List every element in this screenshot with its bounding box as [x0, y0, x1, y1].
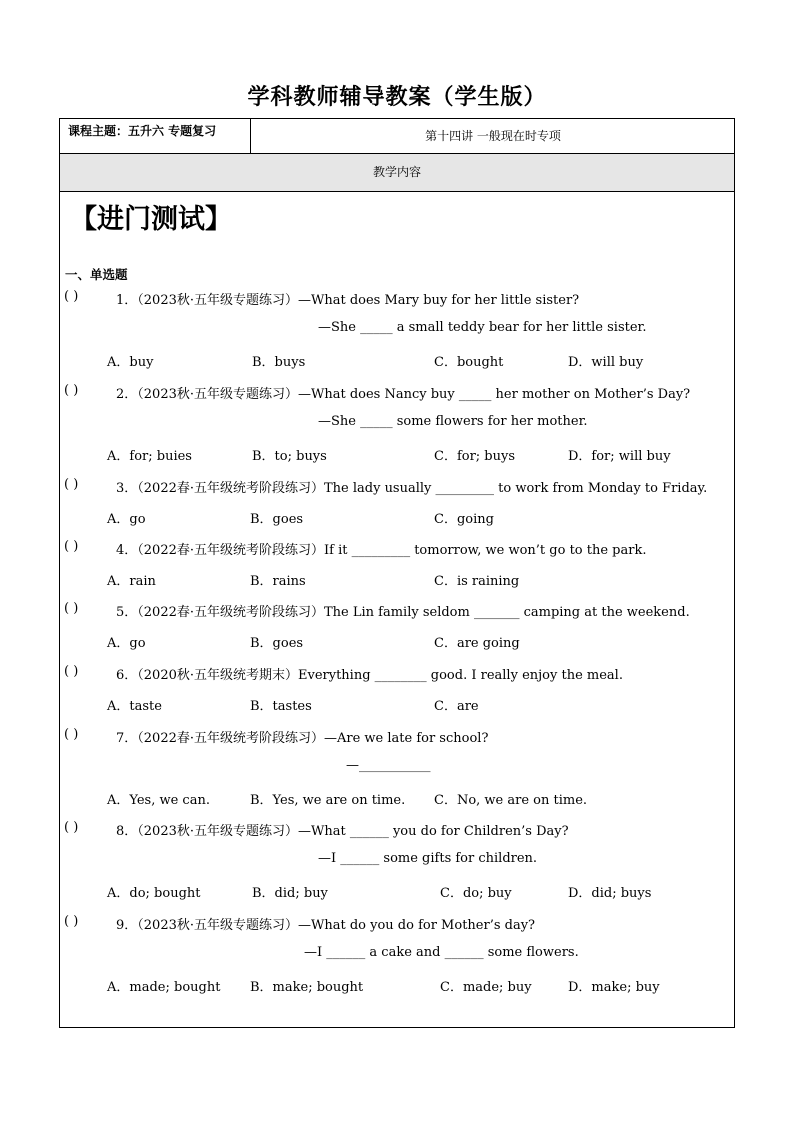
question-response-line	[60, 851, 734, 871]
response-text: —She _____ a small teddy bear for her little sister.	[318, 320, 647, 335]
options-row	[60, 351, 734, 371]
option-c[interactable]: C．are going	[434, 636, 520, 651]
options-row	[60, 789, 734, 809]
question-stem	[60, 477, 734, 497]
option-a[interactable]: A．taste	[107, 699, 162, 714]
course-topic: 课程主题：五升六 专题复习	[60, 119, 251, 153]
question-text: 6．（2020秋·五年级统考期末）Everything ________ good. I really enjoy the meal.	[116, 668, 623, 683]
question-text: 3．（2022春·五年级统考阶段练习）The lady usually _________ to work from Monday to Friday.	[116, 481, 708, 496]
answer-blank[interactable]: ( )	[64, 727, 79, 742]
page-title: 学科教师辅导教案（学生版）	[247, 85, 547, 110]
options-row	[60, 695, 734, 715]
answer-blank[interactable]: ( )	[64, 539, 79, 554]
question-stem	[60, 914, 734, 934]
option-b[interactable]: B．goes	[250, 636, 304, 651]
question-response-line	[60, 414, 734, 434]
option-c[interactable]: C．No, we are on time.	[434, 793, 588, 808]
option-b[interactable]: B．did; buy	[252, 886, 328, 901]
option-c[interactable]: C．made; buy	[440, 980, 532, 995]
options-row	[60, 632, 734, 652]
option-b[interactable]: B．tastes	[250, 699, 312, 714]
option-a[interactable]: A．for; buies	[107, 449, 192, 464]
answer-blank[interactable]: ( )	[64, 383, 79, 398]
option-d[interactable]: D．for; will buy	[568, 449, 671, 464]
response-text: —She _____ some flowers for her mother.	[318, 414, 588, 429]
question-stem	[60, 383, 734, 403]
option-b[interactable]: B．Yes, we are on time.	[250, 793, 406, 808]
options-row	[60, 570, 734, 590]
option-c[interactable]: C．do; buy	[440, 886, 512, 901]
options-row	[60, 508, 734, 528]
option-c[interactable]: C．for; buys	[434, 449, 516, 464]
response-text: —I ______ some gifts for children.	[318, 851, 538, 866]
question-stem	[60, 664, 734, 684]
question-text: 4．（2022春·五年级统考阶段练习）If it _________ tomorrow, we won’t go to the park.	[116, 543, 647, 558]
answer-blank[interactable]: ( )	[64, 601, 79, 616]
options-row	[60, 882, 734, 902]
option-a[interactable]: A．go	[107, 636, 146, 651]
course-row	[60, 119, 734, 154]
option-b[interactable]: B．to; buys	[252, 449, 327, 464]
question-response-line	[60, 320, 734, 340]
answer-blank[interactable]: ( )	[64, 820, 79, 835]
question-text: 8．（2023秋·五年级专题练习）—What ______ you do for Children’s Day?	[116, 824, 569, 839]
option-c[interactable]: C．is raining	[434, 574, 520, 589]
question-stem	[60, 820, 734, 840]
option-b[interactable]: B．make; bought	[250, 980, 364, 995]
lesson-table	[59, 118, 735, 1028]
option-a[interactable]: A．go	[107, 512, 146, 527]
question-text: 5．（2022春·五年级统考阶段练习）The Lin family seldom _______ camping at the weekend.	[116, 605, 690, 620]
option-b[interactable]: B．buys	[252, 355, 306, 370]
lesson-title: 第十四讲 一般现在时专项	[425, 129, 561, 143]
option-b[interactable]: B．goes	[250, 512, 304, 527]
section-heading: 【进门测试】	[70, 204, 232, 235]
options-row	[60, 976, 734, 996]
question-response-line	[60, 758, 734, 778]
option-a[interactable]: A．Yes, we can.	[107, 793, 210, 808]
question-text: 9．（2023秋·五年级专题练习）—What do you do for Mother’s day?	[116, 918, 536, 933]
option-c[interactable]: C．bought	[434, 355, 504, 370]
section-subheading: 一、单选题	[65, 267, 128, 282]
question-stem	[60, 539, 734, 559]
answer-blank[interactable]: ( )	[64, 664, 79, 679]
question-stem	[60, 727, 734, 747]
option-a[interactable]: A．made; bought	[107, 980, 221, 995]
option-c[interactable]: C．are	[434, 699, 479, 714]
option-d[interactable]: D．make; buy	[568, 980, 660, 995]
question-stem	[60, 289, 734, 309]
content-banner: 教学内容	[60, 154, 734, 192]
answer-blank[interactable]: ( )	[64, 289, 79, 304]
option-a[interactable]: A．buy	[107, 355, 154, 370]
options-row	[60, 445, 734, 465]
answer-blank[interactable]: ( )	[64, 477, 79, 492]
question-text: 7．（2022春·五年级统考阶段练习）—Are we late for school?	[116, 731, 489, 746]
answer-blank[interactable]: ( )	[64, 914, 79, 929]
option-c[interactable]: C．going	[434, 512, 494, 527]
option-d[interactable]: D．did; buys	[568, 886, 652, 901]
question-response-line	[60, 945, 734, 965]
option-d[interactable]: D．will buy	[568, 355, 644, 370]
response-text: —I ______ a cake and ______ some flowers.	[304, 945, 579, 960]
question-text: 1．（2023秋·五年级专题练习）—What does Mary buy for her little sister?	[116, 293, 580, 308]
question-text: 2．（2023秋·五年级专题练习）—What does Nancy buy _____ her mother on Mother’s Day?	[116, 387, 691, 402]
option-b[interactable]: B．rains	[250, 574, 306, 589]
option-a[interactable]: A．do; bought	[107, 886, 201, 901]
response-text: —___________	[346, 758, 431, 773]
option-a[interactable]: A．rain	[107, 574, 156, 589]
question-stem	[60, 601, 734, 621]
